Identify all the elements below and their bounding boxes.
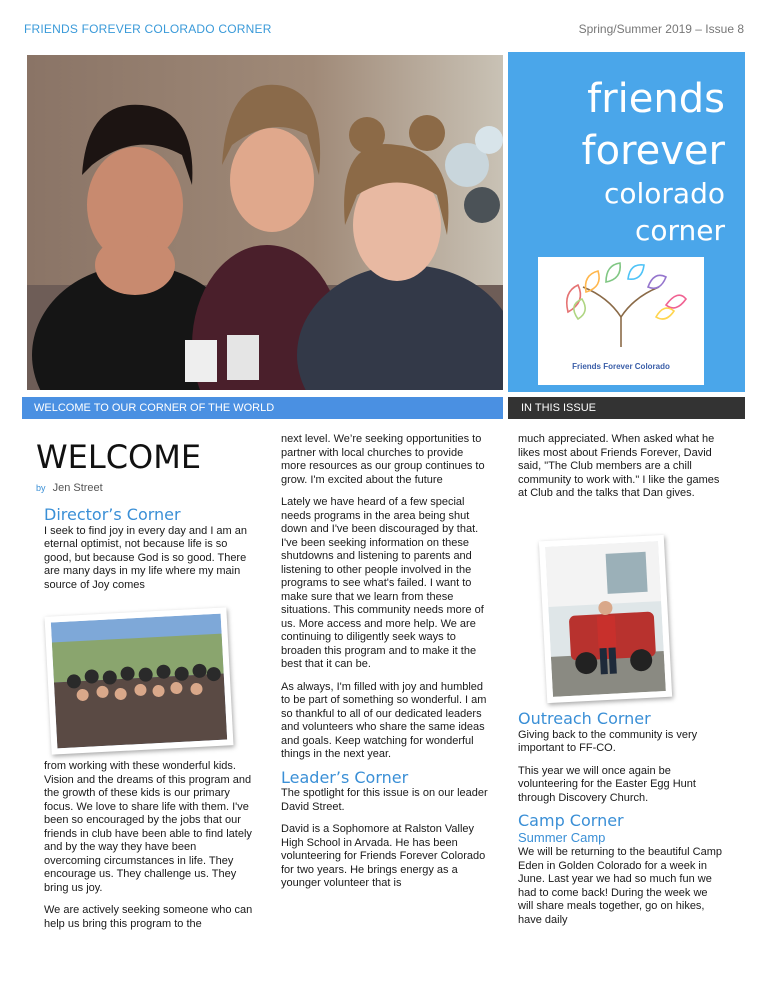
directors-corner-bottom [44,760,254,940]
leader-photo [539,535,672,703]
issue-label: Spring/Summer 2019 – Issue 8 [578,22,744,36]
hero-photo [27,55,503,390]
column-3-paragraph-1: much appreciated. When asked what he likes most about Friends Forever, David said, "The Club members are a chill community to work with." I like the games at Club and the talks that Dan gives. [518,433,720,499]
leaders-corner-paragraph-2: David is a Sophomore at Ralston Valley High School in Arvada. He has been volunteering for Friends Forever Colorado for two years. He brings energy as a younger volunteer that is [281,823,486,889]
organization-logo [538,257,704,385]
masthead-line-corner: corner [634,214,725,247]
directors-corner-top [44,505,254,601]
directors-corner-paragraph-3: We are actively seeking someone who can help us bring this program to the [44,904,253,930]
leaders-corner-heading: Leader’s Corner [281,767,409,787]
column-3-top [518,433,724,510]
section-bar-welcome: WELCOME TO OUR CORNER OF THE WORLD [22,397,503,419]
camp-corner-heading: Camp Corner [518,811,624,830]
column-2-paragraph-1: next level. We’re seeking opportunities to partner with local churches to provide more resources as our group continues to grow. I'm excited about the future [281,433,485,486]
masthead-line-forever: forever [581,128,725,174]
logo-caption: Friends Forever Colorado [572,362,670,371]
article-title: WELCOME [36,438,202,476]
byline [36,482,103,494]
column-2 [281,433,489,900]
leaders-corner-paragraph-1: The spotlight for this issue is on our leader David Street. [281,787,488,813]
column-2-paragraph-3: As always, I'm filled with joy and humbled to be part of something so wonderful. I am so thankful to all of our dedicated leaders and volunteers who share the same ideas and goals. Keep watching for wonderful things in the next year. [281,680,487,760]
byline-by: by [36,483,46,493]
column-3-bottom [518,709,724,936]
group-photo [45,607,234,754]
directors-corner-paragraph-1: I seek to find joy in every day and I am an eternal optimist, not because life is so good, but because God is so good. There are many days in my life where my main source of Joy comes [44,524,248,591]
outreach-corner-paragraph-2: This year we will once again be volunteering for the Easter Egg Hunt through Discovery Church. [518,764,696,804]
masthead-line-colorado: colorado [603,177,725,210]
tree-of-hands-icon [538,257,704,357]
outreach-corner-paragraph-1: Giving back to the community is very important to FF-CO. [518,728,698,754]
summer-camp-subheading: Summer Camp [518,829,606,845]
author-name: Jen Street [52,482,103,494]
directors-corner-paragraph-2: from working with these wonderful kids. Vision and the dreams of this program and the growth of these kids is our primary focus. We love to share life with them. I've been so encouraged by the jobs that our friends in club have been able to find lately and by the way they have been overcoming circumstances in life. They encourage us. They challenge us. They bring us joy. [44,760,252,894]
directors-corner-heading: Director’s Corner [44,505,181,524]
camp-corner-paragraph-1: We will be returning to the beautiful Camp Eden in Golden Colorado for a week in June. Last year we had so much fun we had to come back! During the week we will share meals together, go on hikes, have daily [518,846,723,926]
masthead [508,52,745,392]
newsletter-title: FRIENDS FOREVER COLORADO CORNER [24,22,272,36]
outreach-corner-heading: Outreach Corner [518,709,651,728]
masthead-line-friends: friends [587,76,725,122]
section-bar-in-this-issue: IN THIS ISSUE [508,397,745,419]
column-2-paragraph-2: Lately we have heard of a few special needs programs in the area being shut down and I've been discouraged by that. I've been seeking information on these shutdowns and listening to parents and listening to other people involved in the programs to see what's failed. I want to make sure that we learn from these situations. This community needs more of us. More access and more help. We are continuing to diligently seek ways to broaden this program and to make it the best that it can be. [281,496,484,670]
